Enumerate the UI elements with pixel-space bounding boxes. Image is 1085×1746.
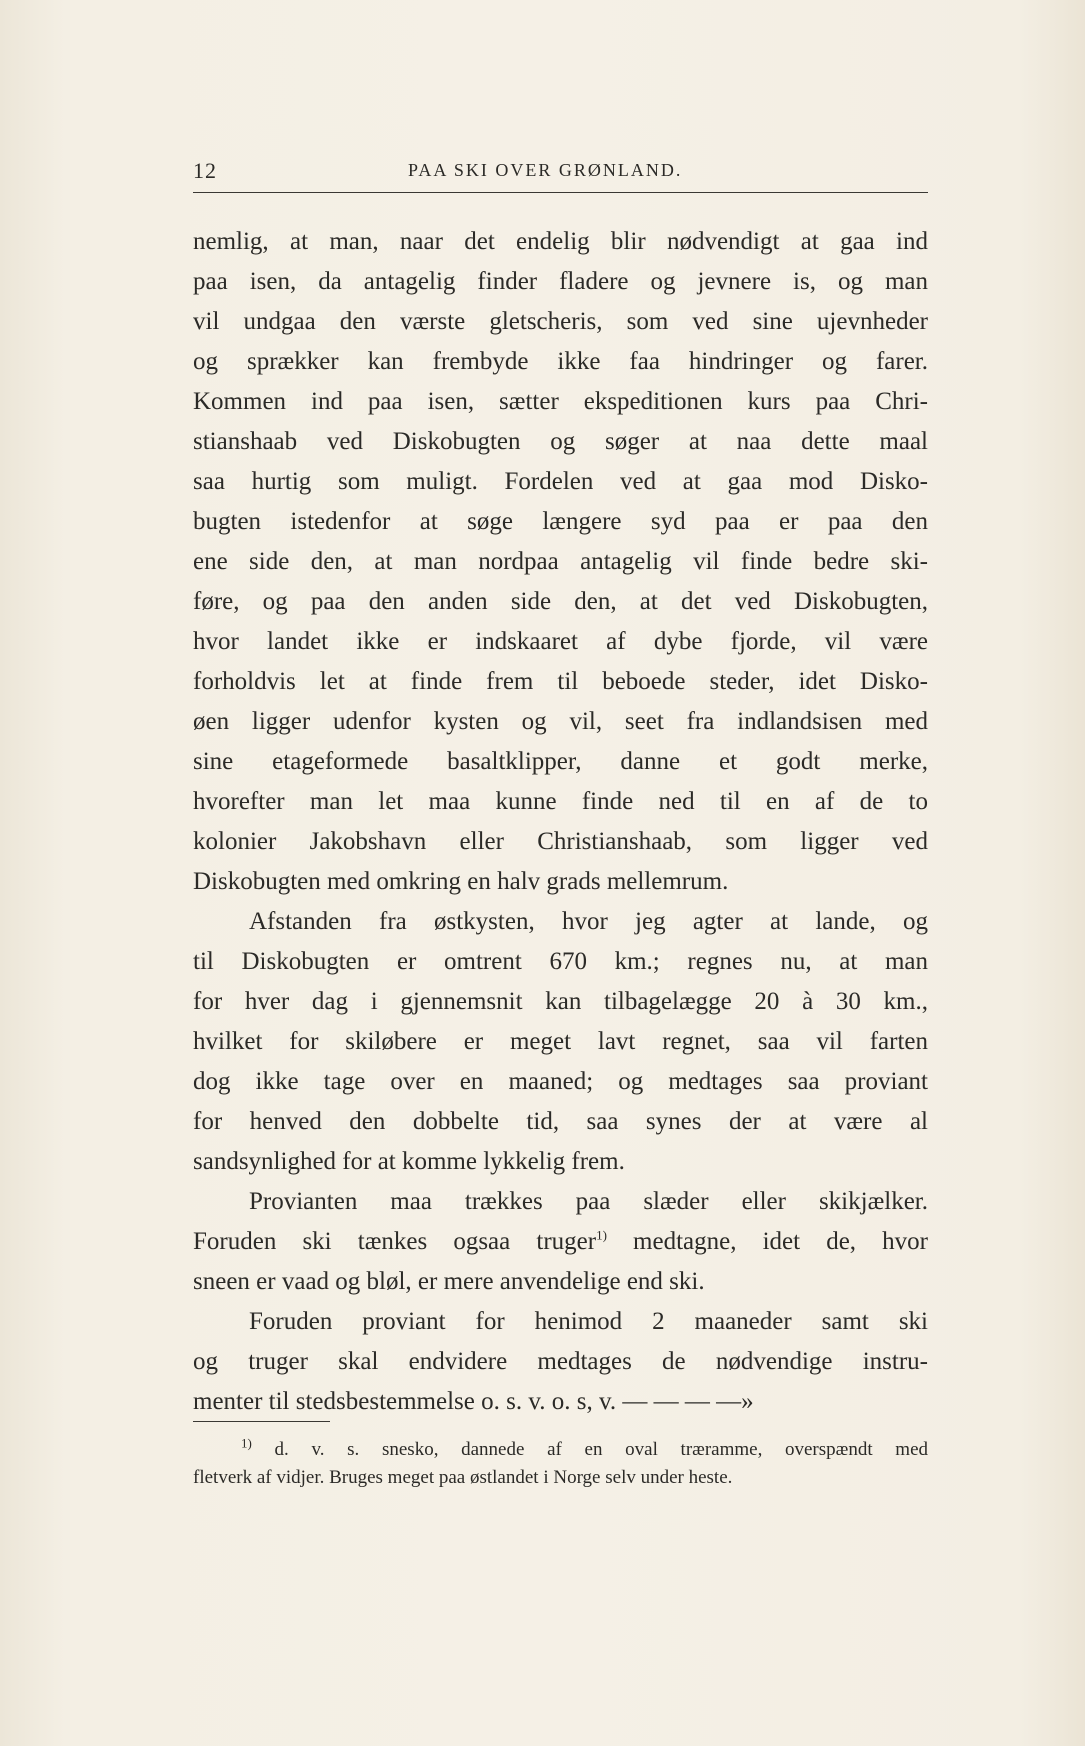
footnote-reference: 1) [596,1227,607,1243]
text-line: Foruden proviant for henimod 2 maaneder samt ski [249,1308,928,1335]
text-line: nemlig, at man, naar det endelig blir nødvendigt at gaa ind [193,228,928,255]
text-line: saa hurtig som muligt. Fordelen ved at gaa mod Disko- [193,468,928,495]
text-line: Kommen ind paa isen, sætter ekspeditionen kurs paa Chri- [193,388,928,415]
text-line: Provianten maa trækkes paa slæder eller skikjælker. [249,1188,928,1215]
text-line: sneen er vaad og bløl, er mere anvendelige end ski. [193,1268,705,1295]
text-line: til Diskobugten er omtrent 670 km.; regnes nu, at man [193,948,928,975]
text-line: sine etageformede basaltklipper, danne et godt merke, [193,748,928,775]
text-line: hvor landet ikke er indskaaret af dybe fjorde, vil være [193,628,928,655]
text-line: menter til stedsbestemmelse o. s. v. o. s, v. — — — —» [193,1388,754,1415]
header-rule [193,192,928,193]
body-text [193,222,928,1422]
text-line: forholdvis let at finde frem til beboede steder, idet Disko- [193,668,928,695]
text-segment: Foruden ski tænkes ogsaa truger [193,1228,597,1255]
footnote-line [193,1436,928,1464]
text-line: Diskobugten med omkring en halv grads mellemrum. [193,868,729,895]
page-number: 12 [193,158,217,183]
text-line: sandsynlighed for at komme lykkelig frem. [193,1148,625,1175]
running-title: PAA SKI OVER GRØNLAND. [408,160,683,180]
footnote-rule [193,1421,330,1422]
footnote-line: fletverk af vidjer. Bruges meget paa østlandet i Norge selv under heste. [193,1467,733,1488]
text-line: for henved den dobbelte tid, saa synes der at være al [193,1108,928,1135]
text-line: hvilket for skiløbere er meget lavt regnet, saa vil farten [193,1028,928,1055]
text-line: føre, og paa den anden side den, at det ved Diskobugten, [193,588,928,615]
text-line: kolonier Jakobshavn eller Christianshaab, som ligger ved [193,828,928,855]
text-line: stianshaab ved Diskobugten og søger at naa dette maal [193,428,928,455]
text-line: for hver dag i gjennemsnit kan tilbagelægge 20 à 30 km., [193,988,928,1015]
footnotes [193,1436,928,1492]
text-segment: medtagne, idet de, hvor [606,1228,928,1255]
text-line: bugten istedenfor at søge længere syd paa er paa den [193,508,928,535]
text-line: og sprækker kan frembyde ikke faa hindringer og farer. [193,348,928,375]
text-line: og truger skal endvidere medtages de nødvendige instru- [193,1348,928,1375]
text-line: dog ikke tage over en maaned; og medtages saa proviant [193,1068,928,1095]
text-line: ene side den, at man nordpaa antagelig vil finde bedre ski- [193,548,928,575]
text-line: øen ligger udenfor kysten og vil, seet fra indlandsisen med [193,708,928,735]
footnote-text: d. v. s. snesko, dannede af en oval træramme, overspændt med [251,1439,928,1460]
text-line: vil undgaa den værste gletscheris, som ved sine ujevnheder [193,308,928,335]
footnote-mark: 1) [241,1436,252,1451]
text-line: hvorefter man let maa kunne finde ned til en af de to [193,788,928,815]
text-line-with-footnote-ref [193,1222,928,1262]
text-line: Afstanden fra østkysten, hvor jeg agter at lande, og [249,908,928,935]
page-header [193,152,928,184]
text-line: paa isen, da antagelig finder fladere og jevnere is, og man [193,268,928,295]
